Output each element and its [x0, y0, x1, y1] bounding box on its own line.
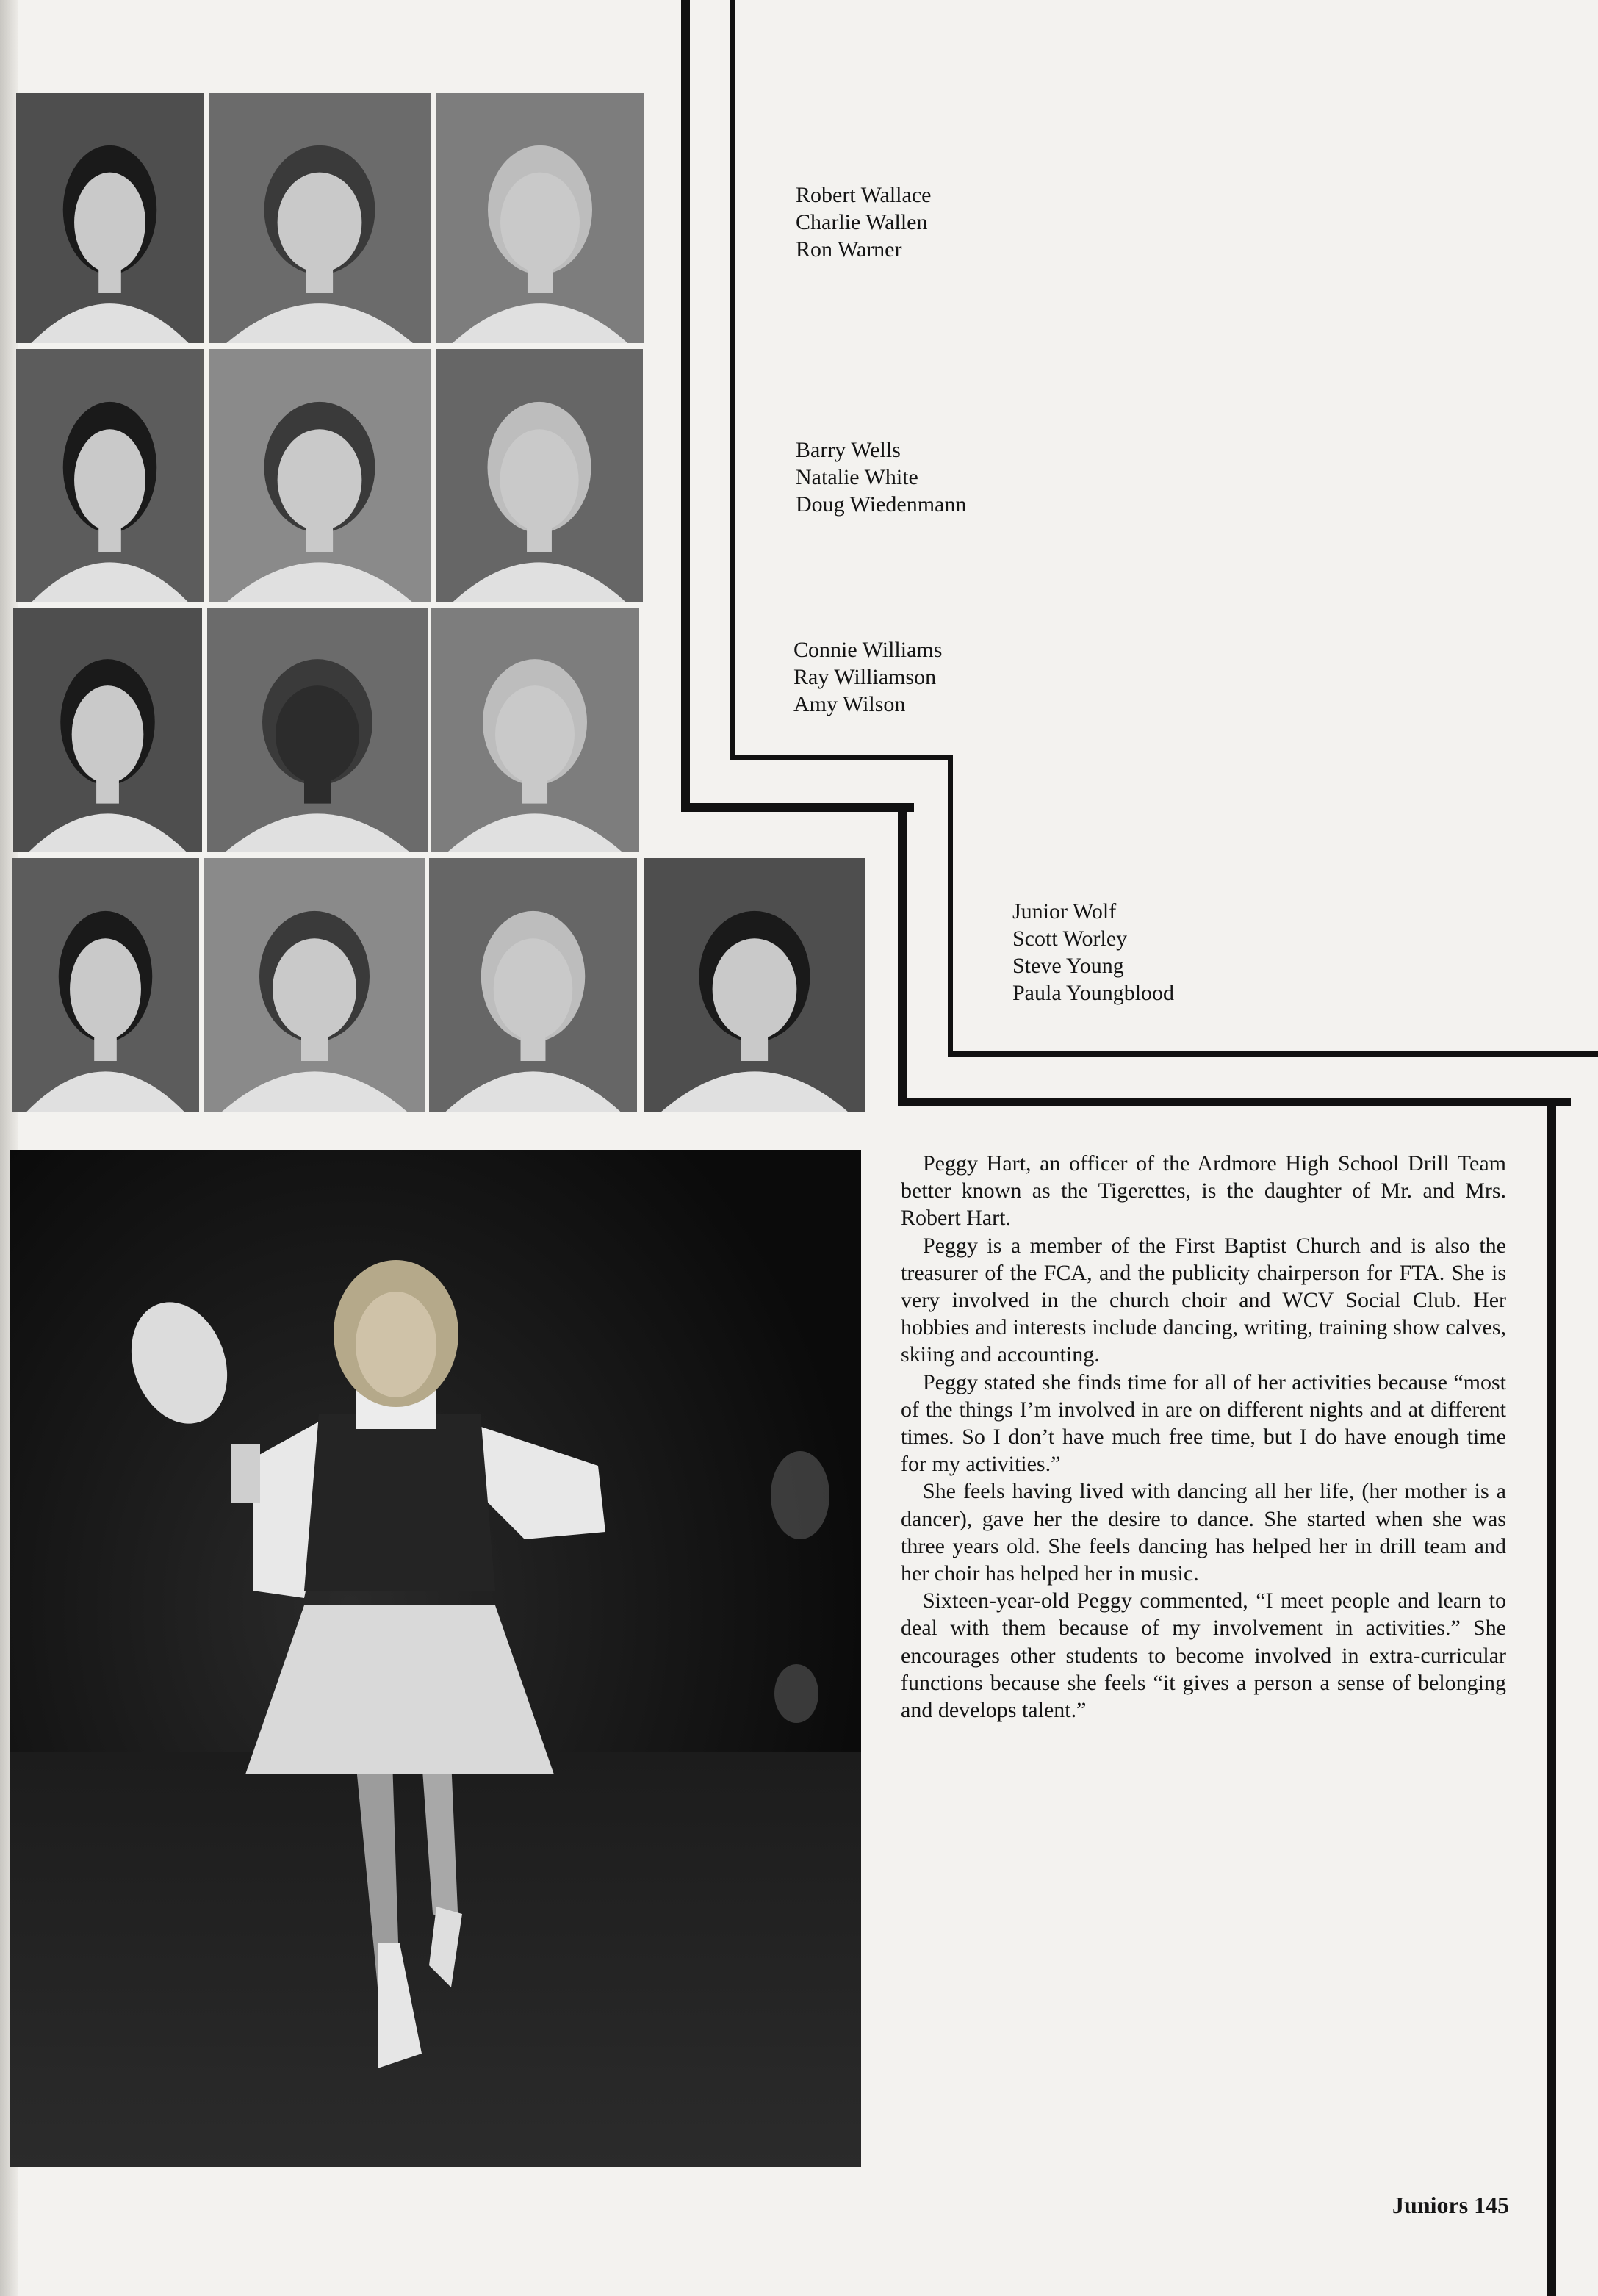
student-portrait [431, 608, 639, 852]
page-folio [1392, 2192, 1509, 2219]
student-name: Junior Wolf [1012, 899, 1117, 924]
student-name: Ron Warner [796, 237, 902, 262]
article-paragraph: Sixteen-year-old Peggy commented, “I meet people and learn to deal with them because of my involvement in activities.” She encourages other students to become involved in extra-curricular functions because she feels “it gives a person a sense of belonging and develops talent.” [901, 1588, 1506, 1723]
student-name: Robert Wallace [796, 183, 932, 207]
student-portrait [16, 93, 204, 343]
student-portrait [436, 93, 644, 343]
student-name: Barry Wells [796, 438, 901, 462]
frame-line-outer-vertical [681, 0, 690, 810]
names-row-4 [1012, 898, 1174, 1007]
student-portrait [16, 349, 204, 602]
student-name: Steve Young [1012, 954, 1124, 978]
student-name: Ray Williamson [793, 665, 937, 689]
article-paragraph: She feels having lived with dancing all her life, (her mother is a dancer), gave her the desire to dance. She started when she was three years old. She feels dancing has helped her in drill team and her choir has helped her in music. [901, 1479, 1506, 1586]
student-portrait [209, 93, 431, 343]
student-portrait [436, 349, 643, 602]
student-name: Doug Wiedenmann [796, 492, 967, 517]
names-row-2 [796, 436, 966, 518]
frame-line-inner-bottom [948, 1051, 1598, 1057]
frame-line-outer-step-2 [898, 803, 907, 1106]
student-name: Scott Worley [1012, 926, 1128, 951]
frame-line-inner-step-2 [948, 755, 953, 1057]
folio-section: Juniors [1392, 2192, 1469, 2218]
student-portrait [429, 858, 637, 1112]
names-row-3 [793, 636, 942, 718]
student-portrait [12, 858, 199, 1112]
student-name: Paula Youngblood [1012, 981, 1175, 1005]
student-portrait [207, 608, 428, 852]
student-portrait [209, 349, 431, 602]
names-row-1 [796, 181, 931, 263]
article-peggy-hart [901, 1150, 1506, 1724]
feature-photo-drill-team-dancer [10, 1150, 861, 2167]
frame-line-inner-step-1 [730, 755, 953, 760]
article-paragraph: Peggy is a member of the First Baptist Church and is also the treasurer of the FCA, and the publicity chairperson for FTA. She is very involved in the church choir and WCV Social Club. Her hobbies and interests include dancing, writing, training show calves, skiing and accounting. [901, 1233, 1506, 1367]
frame-line-inner-vertical [730, 0, 735, 760]
frame-line-outer-right [1547, 1098, 1556, 2296]
folio-page-number: 145 [1474, 2192, 1510, 2218]
student-name: Connie Williams [793, 638, 943, 662]
frame-line-outer-top [898, 1098, 1571, 1106]
frame-line-outer-step-1 [681, 803, 914, 812]
student-portrait [644, 858, 865, 1112]
student-name: Natalie White [796, 465, 918, 489]
student-name: Amy Wilson [793, 692, 906, 716]
student-portrait [204, 858, 425, 1112]
article-paragraph: Peggy Hart, an officer of the Ardmore High School Drill Team better known as the Tigerettes, is the daughter of Mr. and Mrs. Robert Hart. [901, 1151, 1506, 1231]
student-name: Charlie Wallen [796, 210, 928, 234]
student-portrait [13, 608, 202, 852]
article-paragraph: Peggy stated she finds time for all of her activities because “most of the things I’m involved in are on different nights and at different times. So I don’t have much free time, but I do have enough time for my activities.” [901, 1370, 1506, 1477]
